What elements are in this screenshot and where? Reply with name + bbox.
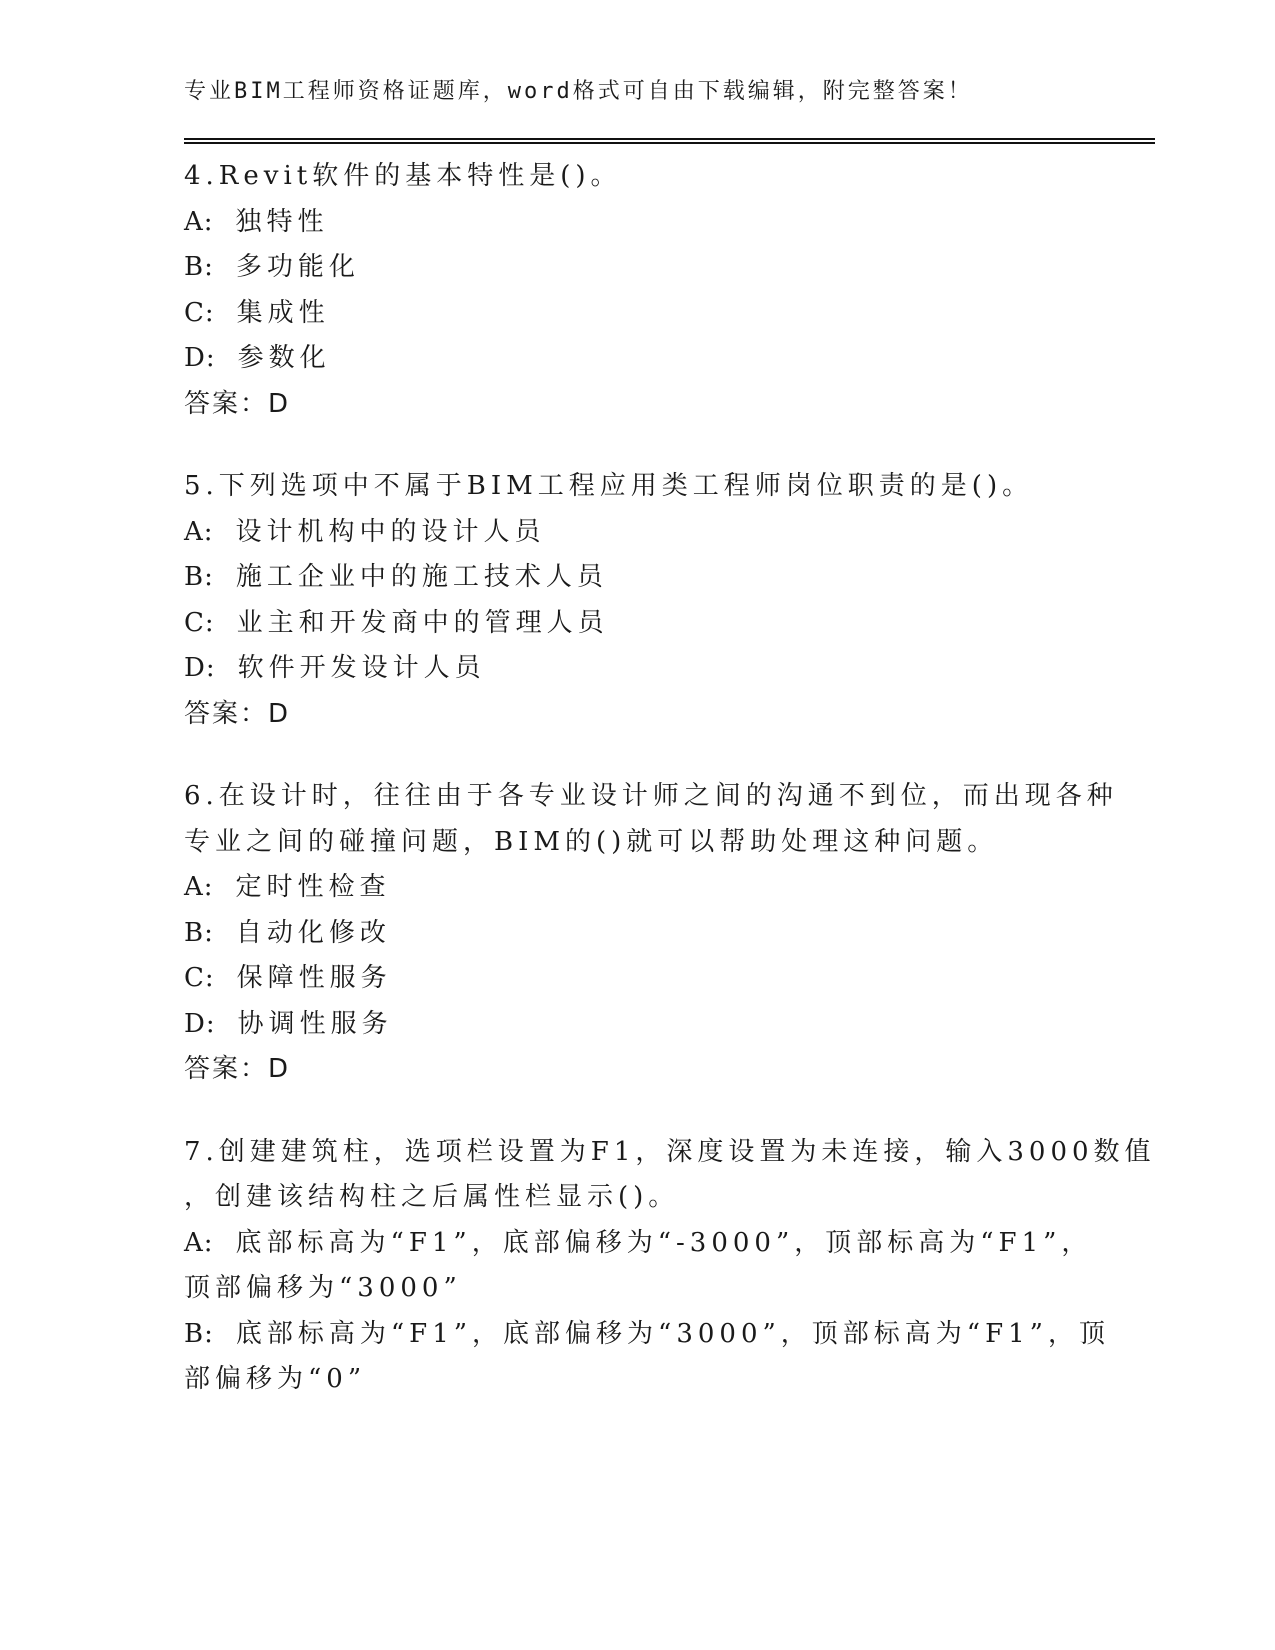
- option-line: [184, 510, 1084, 556]
- option-letter: B:: [184, 562, 214, 592]
- question-stem: ，创建该结构柱之后属性栏显示()。: [184, 1182, 680, 1212]
- option-letter: A:: [184, 872, 214, 902]
- option-letter: A:: [184, 206, 214, 237]
- option-line: [184, 1002, 1084, 1048]
- option-line: [184, 1312, 1110, 1358]
- option-letter: A:: [184, 1227, 214, 1258]
- option-line: [184, 336, 1084, 382]
- option-text: 软件开发设计人员: [237, 653, 486, 683]
- answer-line: 答案：D: [184, 388, 291, 419]
- option-letter: B:: [184, 252, 214, 282]
- question-list: [184, 154, 1156, 1440]
- question-stem: 6.在设计时，往往由于各专业设计师之间的沟通不到位，而出现各种: [184, 781, 1118, 811]
- option-line: [184, 865, 1084, 911]
- option-letter: C:: [184, 607, 215, 638]
- header-rule-bottom: [184, 142, 1155, 144]
- option-text: 多功能化: [235, 252, 360, 282]
- option-text: 保障性服务: [236, 963, 392, 993]
- option-letter: D:: [184, 653, 216, 683]
- option-text: 自动化修改: [235, 917, 391, 948]
- option-letter: C:: [184, 297, 215, 328]
- option-text: 底部标高为“F1”，底部偏移为“-3000”，顶部标高为“F1”，: [235, 1227, 1093, 1258]
- page-header: 专业BIM工程师资格证题库，word格式可自由下载编辑，附完整答案！: [184, 79, 973, 104]
- option-letter: B:: [184, 917, 214, 948]
- option-line: [184, 911, 1084, 957]
- option-line: [184, 646, 1084, 692]
- question-stem: 7.创建建筑柱，选项栏设置为F1，深度设置为未连接，输入3000数值: [184, 1136, 1156, 1167]
- answer-line: 答案：D: [184, 698, 291, 729]
- option-line: [184, 1266, 1084, 1312]
- question-block: [184, 154, 1084, 427]
- option-text: 定时性检查: [235, 872, 391, 902]
- option-letter: D:: [184, 343, 216, 373]
- option-line: [184, 200, 1084, 246]
- option-letter: A:: [184, 516, 214, 547]
- option-text: 业主和开发商中的管理人员: [236, 607, 609, 638]
- option-line: [184, 245, 1084, 291]
- question-stem: 4.Revit软件的基本特性是()。: [184, 161, 622, 191]
- option-text: 设计机构中的设计人员: [235, 516, 546, 547]
- answer-line: 答案：D: [184, 1054, 291, 1084]
- question-block: [184, 464, 1084, 737]
- option-text: 底部标高为“F1”，底部偏移为“3000”，顶部标高为“F1”，顶: [235, 1318, 1110, 1349]
- option-text: 协调性服务: [237, 1008, 393, 1039]
- option-letter: C:: [184, 963, 215, 993]
- option-text: 顶部偏移为“3000”: [184, 1273, 462, 1303]
- option-line: [184, 601, 1084, 647]
- question-stem: 专业之间的碰撞问题，BIM的()就可以帮助处理这种问题。: [184, 826, 999, 857]
- option-line: [184, 1221, 1093, 1267]
- option-text: 集成性: [236, 297, 330, 328]
- option-line: [184, 291, 1084, 337]
- option-text: 独特性: [235, 206, 329, 237]
- header-rule-top: [184, 138, 1155, 140]
- question-stem: 5.下列选项中不属于BIM工程应用类工程师岗位职责的是()。: [184, 471, 1034, 501]
- option-letter: B:: [184, 1318, 214, 1349]
- option-letter: D:: [184, 1008, 216, 1039]
- option-text: 施工企业中的施工技术人员: [235, 562, 608, 592]
- option-line: [184, 555, 1084, 601]
- question-block: [184, 1130, 1156, 1403]
- option-text: 部偏移为“0”: [184, 1364, 367, 1394]
- option-line: [184, 956, 1084, 1002]
- option-text: 参数化: [237, 343, 331, 373]
- option-line: [184, 1357, 1084, 1403]
- question-block: [184, 774, 1118, 1093]
